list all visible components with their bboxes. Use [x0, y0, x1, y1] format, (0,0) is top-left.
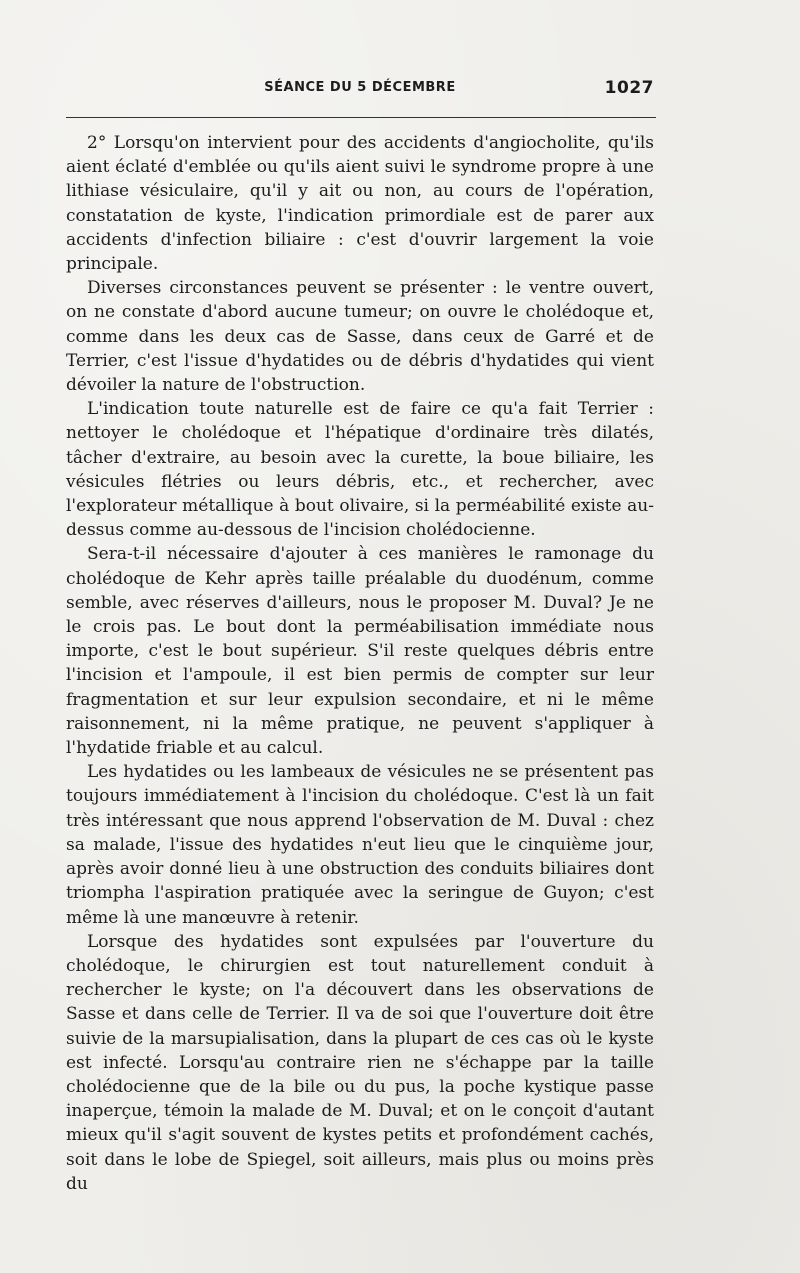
- paragraph: Diverses circonstances peuvent se présenter : le ventre ouvert, on ne constate d'abord aucune tumeur; on ouvre le cholédoque et, comme dans les deux cas de Sasse, dans ceux de Garré et de Terrier, c'est l'issue d'hydatides ou de débris d'hydatides qui vient dévoiler la nature de l'obstruction.: [66, 278, 654, 396]
- paragraph: Sera-t-il nécessaire d'ajouter à ces manières le ramonage du cholédoque de Kehr après taille préalable du duodénum, comme semble, avec réserves d'ailleurs, nous le proposer M. Duval? Je ne le crois pas. Le bout dont la perméabilisation immédiate nous importe, c'est le bout supérieur. S'il reste quelques débris entre l'incision et l'ampoule, il est bien permis de compter sur leur fragmentation et sur leur expulsion secondaire, et ni le même raisonnement, ni la même pratique, ne peuvent s'appliquer à l'hydatide friable et au calcul.: [66, 544, 654, 759]
- body-text: [66, 131, 654, 1196]
- paragraph: 2° Lorsqu'on intervient pour des accidents d'angiocholite, qu'ils aient éclaté d'emblée ou qu'ils aient suivi le syndrome propre à une lithiase vésiculaire, qu'il y ait ou non, au cours de l'opération, constatation de kyste, l'indication primordiale est de parer aux accidents d'infection biliaire : c'est d'ouvrir largement la voie principale.: [66, 133, 654, 275]
- header-rule: [66, 117, 656, 118]
- paragraph: L'indication toute naturelle est de faire ce qu'a fait Terrier : nettoyer le cholédoque et l'hépatique d'ordinaire très dilatés, tâcher d'extraire, au besoin avec la curette, la boue biliaire, les vésicules flétries ou leurs débris, etc., et rechercher, avec l'explorateur métallique à bout olivaire, si la perméabilité existe au-dessus comme au-dessous de l'incision cholédocienne.: [66, 399, 654, 541]
- running-head: [66, 78, 654, 102]
- paragraph: Les hydatides ou les lambeaux de vésicules ne se présentent pas toujours immédiatement à l'incision du cholédoque. C'est là un fait très intéressant que nous apprend l'observation de M. Duval : chez sa malade, l'issue des hydatides n'eut lieu que le cinquième jour, après avoir donné lieu à une obstruction des conduits biliaires dont triompha l'aspiration pratiquée avec la seringue de Guyon; c'est même là une manœuvre à retenir.: [66, 762, 654, 928]
- running-title: SÉANCE DU 5 DÉCEMBRE: [264, 80, 456, 95]
- paragraph: Lorsque des hydatides sont expulsées par l'ouverture du cholédoque, le chirurgien est tout naturellement conduit à rechercher le kyste; on l'a découvert dans les observations de Sasse et dans celle de Terrier. Il va de soi que l'ouverture doit être suivie de la marsupialisation, dans la plupart de ces cas où le kyste est infecté. Lorsqu'au contraire rien ne s'échappe par la taille cholédocienne que de la bile ou du pus, la poche kystique passe inaperçue, témoin la malade de M. Duval; et on le conçoit d'autant mieux qu'il s'agit souvent de kystes petits et profondément cachés, soit dans le lobe de Spiegel, soit ailleurs, mais plus ou moins près du: [66, 931, 654, 1194]
- page-number: 1027: [604, 78, 654, 98]
